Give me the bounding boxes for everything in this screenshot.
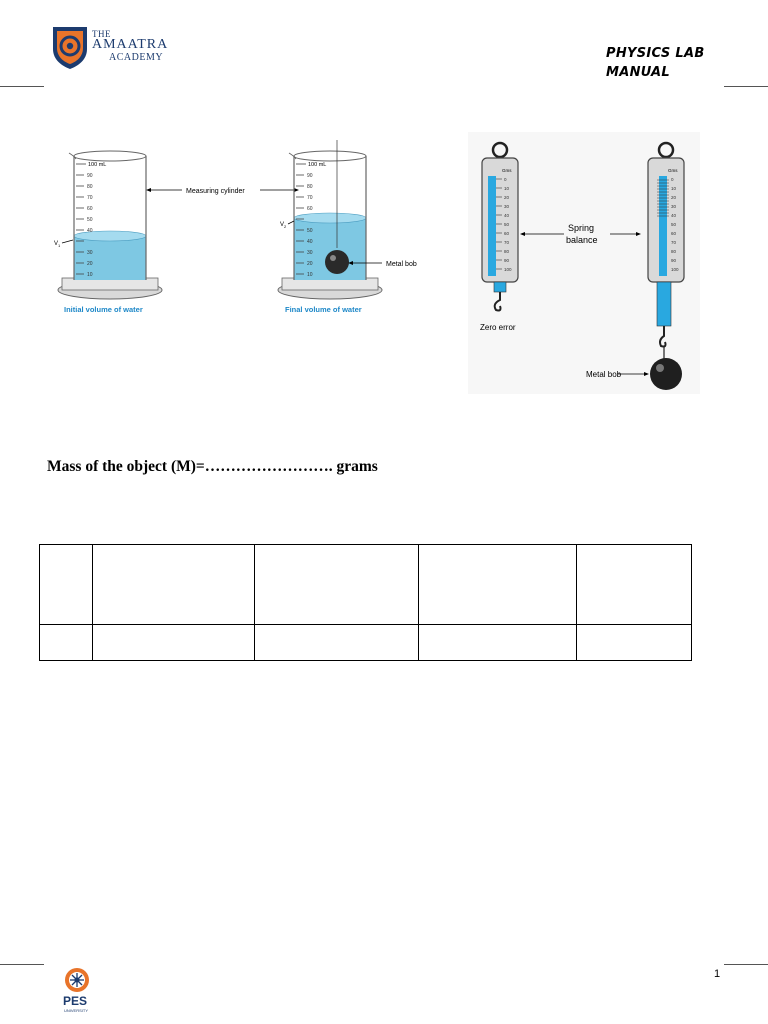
table-header-row	[40, 545, 692, 625]
b2-mark-20: 20	[671, 195, 677, 200]
mass-of-object-line: Mass of the object (M)=……………………. grams	[47, 458, 378, 475]
table-cell	[40, 545, 93, 625]
table-cell	[40, 625, 93, 661]
b1-mark-50: 50	[504, 222, 510, 227]
cyl1-mark-50: 50	[87, 217, 93, 223]
b1-mark-40: 40	[504, 213, 510, 218]
b2-mark-50: 50	[671, 222, 677, 227]
cyl2-mark-70: 70	[307, 195, 313, 201]
v1-label-sub: 1	[58, 243, 61, 248]
cyl2-mark-30: 30	[307, 250, 313, 256]
b2-mark-90: 90	[671, 258, 677, 263]
manual-title-line2: MANUAL	[606, 65, 670, 80]
pes-emblem-icon	[62, 966, 92, 994]
header-rule-right	[724, 86, 768, 87]
table-cell	[93, 625, 255, 661]
table-cell	[577, 625, 692, 661]
cyl2-mark-40: 40	[307, 239, 313, 245]
measuring-cylinder-label: Measuring cylinder	[186, 188, 245, 195]
v2-arrow	[288, 221, 294, 224]
caption-final-volume: Final volume of water	[285, 305, 362, 314]
spring-balance-label-line1: Spring	[568, 223, 595, 233]
cyl1-mark-40: 40	[87, 228, 93, 234]
b2-mark-100: 100	[671, 267, 679, 272]
logo-text-academy: ACADEMY	[109, 52, 164, 63]
b1-mark-20: 20	[504, 195, 510, 200]
cyl1-mark-70: 70	[87, 195, 93, 201]
b1-mark-70: 70	[504, 240, 510, 245]
b1-mark-90: 90	[504, 258, 510, 263]
metal-bob-label-left: Metal bob	[386, 261, 417, 268]
cylinder-final	[278, 140, 382, 299]
cyl1-scale-labels	[87, 173, 93, 278]
v2-label-sub: 2	[284, 224, 287, 229]
page-number: 1	[714, 968, 721, 980]
v1-arrow	[62, 240, 73, 243]
measuring-cylinder-figure	[40, 130, 420, 330]
table-cell	[419, 625, 577, 661]
cyl2-top-mark: 100 mL	[308, 162, 327, 168]
b2-mark-30: 30	[671, 204, 677, 209]
b2-mark-60: 60	[671, 231, 677, 236]
cyl1-top-mark: 100 mL	[88, 162, 107, 168]
table-row	[40, 625, 692, 661]
b2-mark-70: 70	[671, 240, 677, 245]
measuring-cylinder-arrowhead-left	[146, 188, 151, 192]
spring-balance-figure	[468, 132, 700, 394]
caption-initial-volume: Initial volume of water	[64, 305, 143, 314]
logo-text-the: THE	[92, 29, 111, 39]
pes-university-logo	[62, 966, 92, 1016]
header-rule-left	[0, 86, 44, 87]
table-cell	[419, 545, 577, 625]
logo-text-amaatra: AMAATRA	[92, 37, 169, 52]
amaatra-shield-icon	[50, 25, 90, 70]
b1-mark-10: 10	[504, 186, 510, 191]
b1-mark-100: 100	[504, 267, 512, 272]
cylinder-initial	[58, 151, 162, 299]
cyl2-mark-20: 20	[307, 261, 313, 267]
metal-bob-label-right: Metal bob	[586, 370, 622, 379]
cyl2-mark-10: 10	[307, 272, 313, 278]
cyl1-mark-60: 60	[87, 206, 93, 212]
cyl1-mark-80: 80	[87, 184, 93, 190]
b1-mark-60: 60	[504, 231, 510, 236]
b1-mark-80: 80	[504, 249, 510, 254]
balance1-unit: Gms	[502, 168, 512, 173]
b2-mark-80: 80	[671, 249, 677, 254]
zero-error-label: Zero error	[480, 323, 516, 332]
pes-university-text: UNIVERSITY	[64, 1008, 89, 1013]
spring-balance-label-line2: balance	[566, 235, 598, 245]
table-cell	[577, 545, 692, 625]
balance2-unit: Gms	[668, 168, 678, 173]
cyl2-mark-60: 60	[307, 206, 313, 212]
cyl2-mark-50: 50	[307, 228, 313, 234]
manual-title	[606, 44, 736, 82]
table-cell	[255, 625, 419, 661]
cyl1-mark-30: 30	[87, 250, 93, 256]
cyl1-mark-20: 20	[87, 261, 93, 267]
footer-rule-right	[724, 964, 768, 965]
cyl1-mark-90: 90	[87, 173, 93, 179]
b1-mark-0: 0	[504, 177, 507, 182]
footer-rule-left	[0, 964, 44, 965]
table-cell	[93, 545, 255, 625]
measuring-cylinder-arrowhead-right	[294, 188, 299, 192]
cyl2-mark-80: 80	[307, 184, 313, 190]
table-cell	[255, 545, 419, 625]
pes-text: PES	[63, 994, 88, 1008]
observation-table	[39, 544, 692, 661]
v2-label: V	[280, 222, 285, 228]
b1-mark-30: 30	[504, 204, 510, 209]
b2-mark-10: 10	[671, 186, 677, 191]
b2-mark-40: 40	[671, 213, 677, 218]
manual-title-line1: PHYSICS LAB	[606, 46, 705, 61]
cyl1-mark-10: 10	[87, 272, 93, 278]
v1-label: V	[54, 241, 59, 247]
b2-mark-0: 0	[671, 177, 674, 182]
cyl2-mark-90: 90	[307, 173, 313, 179]
